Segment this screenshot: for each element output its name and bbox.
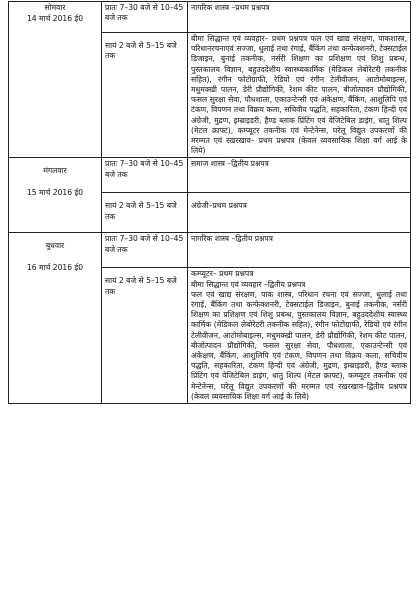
table-row: [9, 2, 411, 33]
exam-schedule-table: [8, 1, 411, 404]
subject-line: फल एवं खाद्य संरक्षण, पाक शास्त्र, परिधान रचना एवं सज्जा, धुलाई तथा रंगाई, बैंकिंग तथा कन्फेक्शनरी, टेक्सटाईल डिजाइन, बुनाई तकनीक, नर्सरी शिक्षण का प्रशिक्षण एवं शिशु प्रबन्ध, पुस्तकालय विज्ञान, बहुउददेशीय स्वास्थ्य कार्मिक (मेडिकल लेबोरेटरी तकनीक सहित), रंगीन फोटोग्राफी, रेडियो एवं रंगीन टेलीवीजन, आटोमोबाइल्स, मधुमक्खी पालन, डेरी प्रौद्योगिकी, रेशम कीट पालन, बीजोत्पादन प्रौद्योगिकी, फसल सुरक्षा सेवा, पौधशाला, एकाउन्टेन्सी एवं अंकेक्षण, बैंकिंग, आशुलिपि एवं टंकण, विपणन तथा विक्रय कला, सचिवीय पद्धति, सहकारिता, टंकण हिन्दी एवं अंग्रेजी, मुद्रण, इम्ब्राइडरी, हैण्ड ब्लाक प्रिंटिंग एवं वेजिटेबिल डाइंग, धातु शिल्प (मेटल क्राफ्ट), कम्प्यूटर तकनीक एवं मेन्टेनेन्स, घरेलू विद्युत उपकरणों की मरम्मत एवं रखरखाव–द्वितीय प्रश्नपत्र (केवल व्यवसायिक शिक्षा वर्ग आई के लिये): [191, 289, 407, 401]
day-cell-wednesday: [9, 233, 102, 404]
day-name: मंगलवार: [43, 166, 67, 176]
day-cell-tuesday: [9, 158, 102, 233]
time-cell: सायं 2 बजे से 5–15 बजे तक: [102, 33, 188, 158]
time-cell: सायं 2 बजे से 5–15 बजे तक: [102, 193, 188, 233]
subject-cell: समाज शास्त्र –द्वितीय प्रश्नपत्र: [188, 158, 411, 193]
time-cell: प्रातः 7–30 बजे से 10–45 बजे तक: [102, 158, 188, 193]
subject-cell: नागरिक शास्त्र –द्वितीय प्रश्नपत्र: [188, 233, 411, 268]
day-name: सोमवार: [44, 3, 66, 12]
day-date: 16 मार्च 2016 ई0: [26, 262, 84, 272]
subject-line: बीमा सिद्धान्त एवं व्यवहार –द्वितीय प्रश्नपत्र: [191, 279, 306, 289]
subject-cell: बीमा सिद्धान्त एवं व्यवहार– प्रथम प्रश्नपत्र फल एवं खाद्य संरक्षण, पाकशास्त्र, परिधानरचनाएवं सज्जा, धुलाई तथा रंगाई, बैंकिंग तथा कन्फेक्शनरी, टेक्सटाईल डिजाइन, बुनाई तकनीक, नर्सरी शिक्षण का प्रशिक्षण एवं शिशु प्रबन्ध, पुस्तकालय विज्ञान, बहुउददेशीय स्वास्थ्यकार्मिक (मेडिकल लेबोरेटरी तकनीक सहित), रंगीन फोटोग्राफी, रेडियो एवं रंगीन टेलीवीजन, आटोमोबाइल्स, मधुमक्खी पालन, डेरी प्रौद्योगिकी, रेशम कीट पालन, बीजोत्पादन प्रौद्योगिकी, फसल सुरक्षा सेवा, पौधशाला, एकाउन्टेन्सी एवं अंकेक्षण, बैंकिंग, आशुलिपि एवं टंकण, विपणन तथा विक्रय कला, सचिवीय पद्धति, सहकारिता, टंकण हिन्दी एवं अंग्रेजी, मुद्रण, इम्ब्राइडरी, हैण्ड ब्लाक प्रिंटिंग एवं वेजिटेबिल डाइंग, धातु शिल्प (मेटल क्राफ्ट), कम्प्यूटर तकनीक एवं मेन्टेनेन्स, घरेलू विद्युत उपकरणों की मरम्मत एवं रखरखाव– प्रथम प्रश्नपत्र (केवल व्यवसायिक शिक्षा वर्ग आई के लिये): [188, 33, 411, 158]
day-cell-monday: [9, 2, 102, 158]
subject-cell: [188, 268, 411, 404]
table-row: [9, 158, 411, 193]
subject-cell: अंग्रेजी–प्रथम प्रश्नपत्र: [188, 193, 411, 233]
table-row: [9, 233, 411, 268]
time-cell: प्रातः 7–30 बजे से 10–45 बजे तक: [102, 2, 188, 33]
day-date: 14 मार्च 2016 ई0: [26, 14, 84, 24]
time-cell: प्रातः 7–30 बजे से 10–45 बजे तक: [102, 233, 188, 268]
subject-cell: नागरिक शास्त्र –प्रथम प्रश्नपत्र: [188, 2, 411, 33]
day-date: 15 मार्च 2016 ई0: [26, 187, 84, 197]
day-name: बुधवार: [45, 241, 65, 251]
subject-line: कम्प्यूटर– प्रथम प्रश्नपत्र: [191, 269, 254, 279]
time-cell: सायं 2 बजे से 5–15 बजे तक: [102, 268, 188, 404]
